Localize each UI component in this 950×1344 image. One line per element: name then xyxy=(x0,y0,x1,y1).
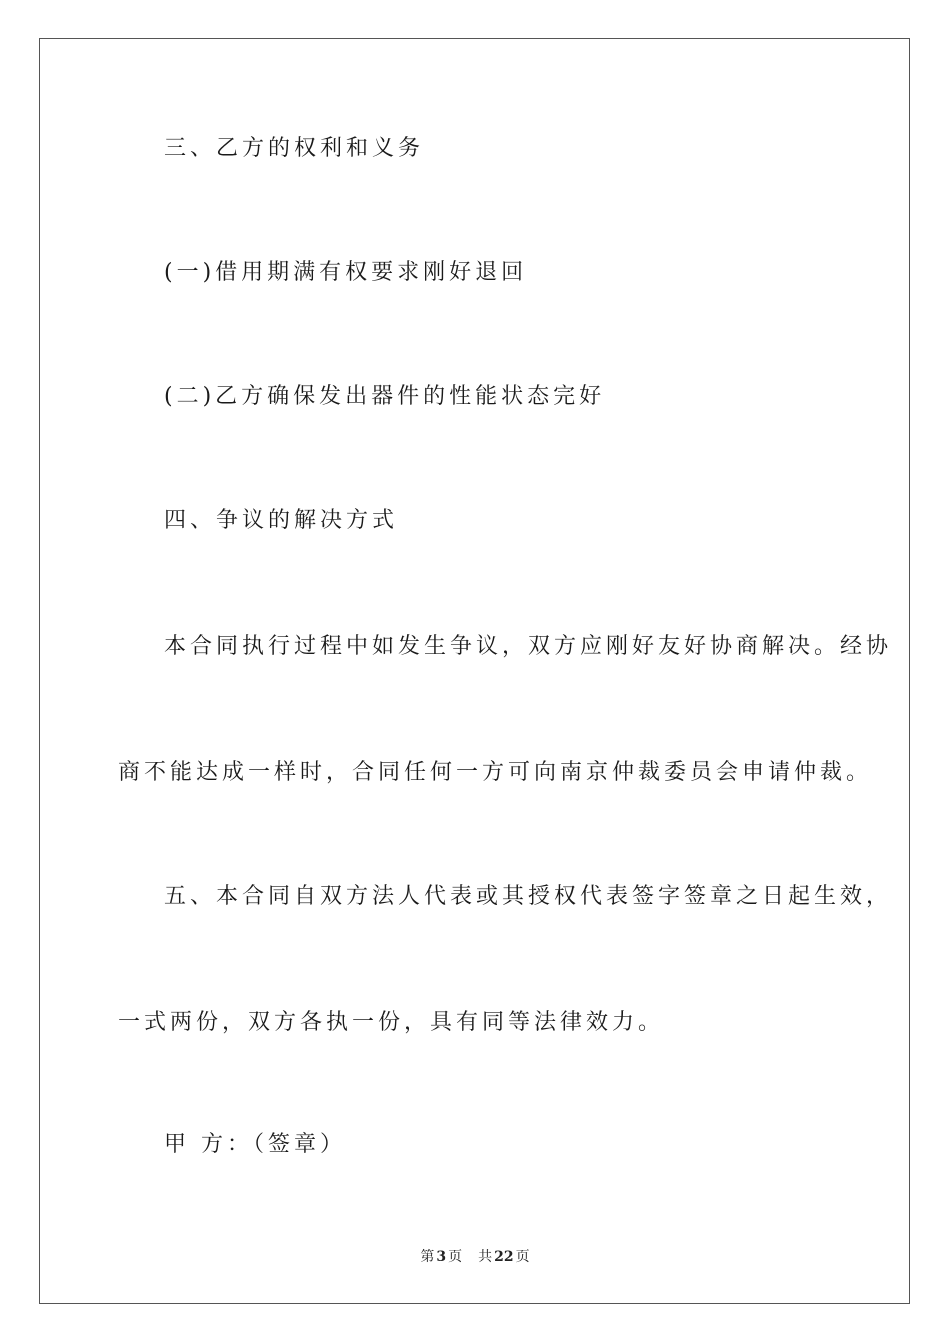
effectiveness-paragraph-line-2: 一式两份，双方各执一份，具有同等法律效力。 xyxy=(118,1010,665,1035)
dispute-paragraph-line-2: 商不能达成一样时，合同任何一方可向南京仲裁委员会申请仲裁。 xyxy=(118,760,873,785)
page-footer xyxy=(0,1247,950,1267)
total-suffix: 页 xyxy=(515,1249,530,1265)
page-number: 3 xyxy=(436,1249,447,1265)
section-heading-3: 三、乙方的权利和义务 xyxy=(164,136,425,161)
total-pages: 22 xyxy=(494,1249,514,1265)
effectiveness-paragraph-line-1: 五、本合同自双方法人代表或其授权代表签字签章之日起生效， xyxy=(164,884,893,909)
dispute-paragraph-line-1: 本合同执行过程中如发生争议，双方应刚好友好协商解决。经协 xyxy=(164,634,893,659)
total-prefix: 共 xyxy=(478,1249,493,1265)
page-frame xyxy=(39,38,910,1304)
page-suffix: 页 xyxy=(448,1249,463,1265)
section-heading-4: 四、争议的解决方式 xyxy=(164,508,399,533)
clause-3-2: (二)乙方确保发出器件的性能状态完好 xyxy=(164,384,606,409)
page-prefix: 第 xyxy=(420,1249,435,1265)
clause-3-1: (一)借用期满有权要求刚好退回 xyxy=(164,260,528,285)
party-a-signature-line: 甲 方：（签章） xyxy=(164,1132,346,1157)
